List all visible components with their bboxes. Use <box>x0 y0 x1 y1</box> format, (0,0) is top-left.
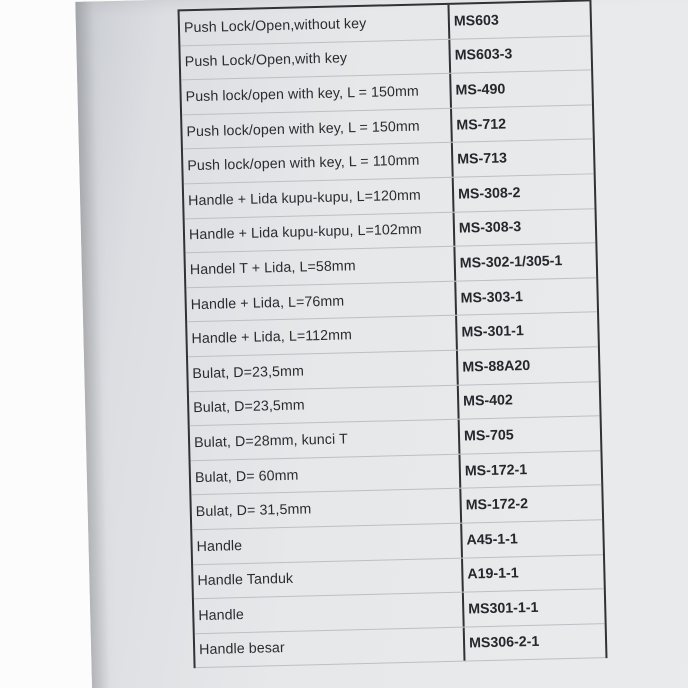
product-code-cell: MS-172-1 <box>464 461 528 480</box>
product-code-cell: MS-490 <box>455 81 506 99</box>
description-cell: Bulat, D=23,5mm <box>188 351 459 391</box>
product-code-cell: MS-712 <box>456 116 507 134</box>
product-code-cell: A19-1-1 <box>467 565 519 583</box>
description-cell: Bulat, D= 31,5mm <box>191 489 462 529</box>
description-cell: Bulat, D=23,5mm <box>189 385 460 425</box>
description-cell: Handle <box>194 593 465 633</box>
description-cell: Handle + Lida kupu-kupu, L=102mm <box>185 212 456 252</box>
product-code-cell: MS-303-1 <box>460 288 524 307</box>
description-cell: Push lock/open with key, L = 110mm <box>183 143 454 183</box>
product-code-cell: MS-308-3 <box>458 219 522 237</box>
product-code-cell: MS-308-2 <box>457 184 521 203</box>
description-cell: Push lock/open with key, L = 150mm <box>182 109 453 149</box>
product-code-cell: MS-302-1/305-1 <box>459 253 563 272</box>
product-code-cell: MS-301-1 <box>461 323 524 341</box>
product-code-cell: MS306-2-1 <box>468 634 540 652</box>
product-code-cell: MS301-1-1 <box>468 599 539 618</box>
description-cell: Handle + Lida, L=76mm <box>186 281 457 321</box>
product-code-cell: MS-713 <box>457 150 508 168</box>
description-cell: Bulat, D= 60mm <box>191 454 462 494</box>
product-code-cell: MS-172-2 <box>465 496 529 514</box>
description-cell: Handle + Lida kupu-kupu, L=120mm <box>184 178 455 218</box>
description-cell: Push Lock/Open,without key <box>180 5 451 45</box>
description-cell: Handle Tanduk <box>193 558 464 598</box>
description-cell: Handle <box>192 524 463 564</box>
description-cell: Handle + Lida, L=112mm <box>187 316 458 356</box>
product-code-cell: MS603-3 <box>454 46 513 65</box>
sheet <box>167 0 688 688</box>
page-fold-shadow <box>75 1 111 688</box>
description-cell: Push lock/open with key, L = 150mm <box>181 74 452 114</box>
product-code-cell: MS-88A20 <box>462 357 531 376</box>
product-code-cell: MS-705 <box>463 427 514 445</box>
product-code-cell: MS-402 <box>462 392 514 410</box>
product-code-cell: A45-1-1 <box>466 530 519 549</box>
paper-page <box>75 0 688 688</box>
description-cell: Bulat, D=28mm, kunci T <box>190 420 461 460</box>
product-table <box>178 0 608 669</box>
product-code-cell: MS603 <box>453 12 500 30</box>
description-cell: Handle besar <box>195 627 466 667</box>
description-cell: Handel T + Lida, L=58mm <box>185 247 456 287</box>
description-cell: Push Lock/Open,with key <box>180 39 451 79</box>
